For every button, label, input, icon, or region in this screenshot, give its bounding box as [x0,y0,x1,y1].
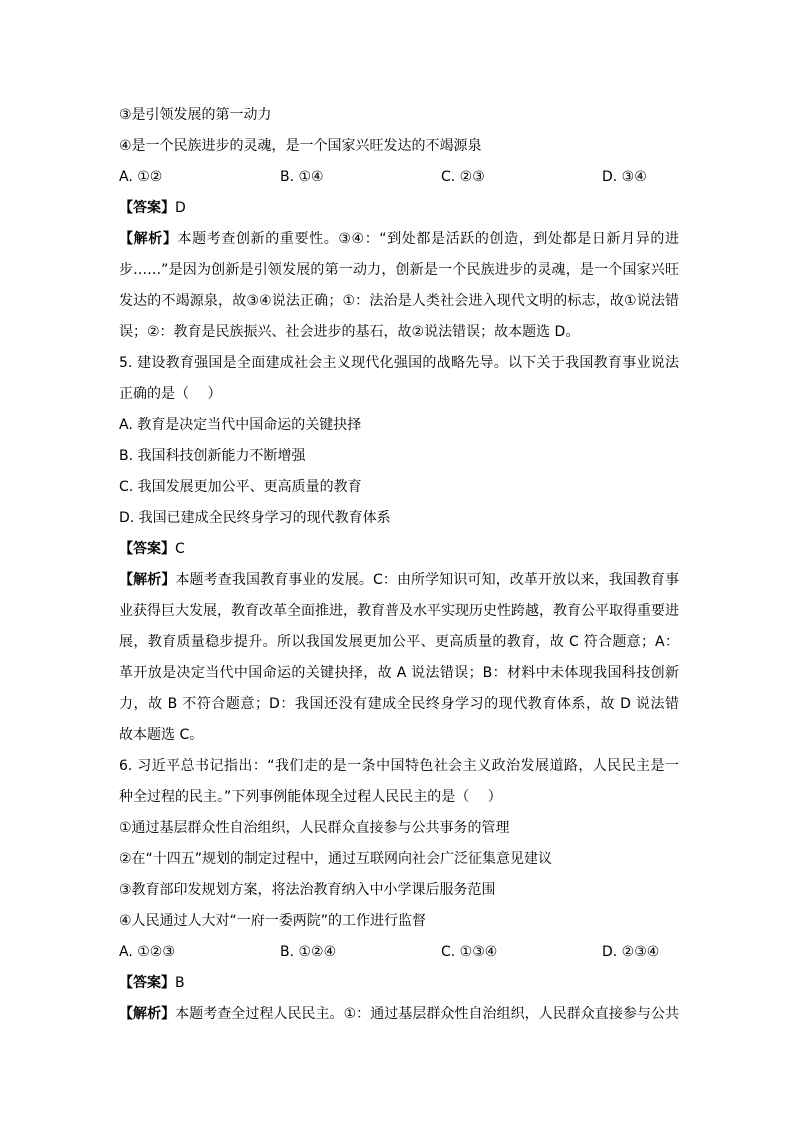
q4-analysis-line-1 [119,224,679,255]
q5-analysis-line-2: 业获得巨大发展，教育改革全面推进，教育普及水平实现历史性跨越，教育公平取得重要进 [119,603,679,619]
q5-option-c: C. 我国发展更加公平、更高质量的教育 [119,479,362,495]
q6-statement-4: ④人民通过人大对“一府一委两院”的工作进行监督 [119,913,427,929]
q5-analysis-line-5: 力，故 B 不符合题意；D：我国还没有建成全民终身学习的现代教育体系，故 D 说法错 [119,696,679,712]
q4-choice-c: C. ②③ [441,169,485,185]
q5-answer-label: 【答案】 [119,541,175,557]
q4-analysis-text-1: 本题考查创新的重要性。③④：“到处都是活跃的创造，到处都是日新月异的进 [177,231,679,247]
q6-choice-b: B. ①②④ [280,944,337,960]
q5-option-d: D. 我国已建成全民终身学习的现代教育体系 [119,510,391,526]
q5-stem-line-1: 5. 建设教育强国是全面建成社会主义现代化强国的战略先导。以下关于我国教育事业说法 [119,355,679,371]
q6-answer [119,968,679,999]
document-content [119,100,679,1030]
q4-choices [119,162,679,193]
q5-stem-line-2: 正确的是（ ） [119,386,222,402]
q6-choice-d: D. ②③④ [602,944,660,960]
q4-choice-a: A. ①② [119,169,163,185]
q5-option-a: A. 教育是决定当代中国命运的关键抉择 [119,417,362,433]
q6-statement-3: ③教育部印发规划方案，将法治教育纳入中小学课后服务范围 [119,882,496,898]
q6-statement-2: ②在“十四五”规划的制定过程中，通过互联网向社会广泛征集意见建议 [119,851,553,867]
q4-analysis-line-4: 误；②：教育是民族振兴、社会进步的基石，故②说法错误；故本题选 D。 [119,324,580,340]
q6-choice-a: A. ①②③ [119,944,175,960]
q4-statement-4: ④是一个民族进步的灵魂，是一个国家兴旺发达的不竭源泉 [119,138,482,154]
q6-answer-value: B [175,975,185,991]
q6-stem-line-1: 6. 习近平总书记指出：“我们走的是一条中国特色社会主义政治发展道路，人民民主是一 [119,758,679,774]
q5-option-b: B. 我国科技创新能力不断增强 [119,448,306,464]
q5-analysis-line-3: 展，教育质量稳步提升。所以我国发展更加公平、更高质量的教育，故 C 符合题意；A： [119,634,679,650]
q6-analysis-text-1: 本题考查全过程人民民主。①：通过基层群众性自治组织，人民群众直接参与公共 [175,1006,679,1022]
q5-answer-value: C [175,541,185,557]
q5-analysis-text-1: 本题考查我国教育事业的发展。C：由所学知识可知，改革开放以来，我国教育事 [175,572,679,588]
q4-answer-value: D [175,200,186,216]
q4-choice-d: D. ③④ [602,169,647,185]
q6-statement-1: ①通过基层群众性自治组织，人民群众直接参与公共事务的管理 [119,820,510,836]
q4-analysis-line-3: 发达的不竭源泉，故③④说法正确；①：法治是人类社会进入现代文明的标志，故①说法错 [119,293,679,309]
q6-analysis-line-1 [119,999,679,1030]
q6-choices [119,937,679,968]
q4-analysis-line-2: 步……”是因为创新是引领发展的第一动力，创新是一个民族进步的灵魂，是一个国家兴旺 [119,262,679,278]
q5-analysis-line-6: 故本题选 C。 [119,727,204,743]
q4-choice-b: B. ①④ [280,169,324,185]
q6-analysis-label: 【解析】 [119,1006,176,1022]
q4-analysis-label: 【解析】 [119,231,178,247]
q6-choice-c: C. ①③④ [441,944,498,960]
q6-answer-label: 【答案】 [119,975,175,991]
q5-analysis-line-1 [119,565,679,596]
q4-statement-3: ③是引领发展的第一动力 [119,107,272,123]
q5-analysis-line-4: 革开放是决定当代中国命运的关键抉择，故 A 说法错误；B：材料中未体现我国科技创新 [119,665,679,681]
q5-answer [119,534,679,565]
q5-analysis-label: 【解析】 [119,572,176,588]
q4-answer [119,193,679,224]
q4-answer-label: 【答案】 [119,200,175,216]
q6-stem-line-2: 种全过程的民主。”下列事例能体现全过程人民民主的是（ ） [119,789,502,805]
